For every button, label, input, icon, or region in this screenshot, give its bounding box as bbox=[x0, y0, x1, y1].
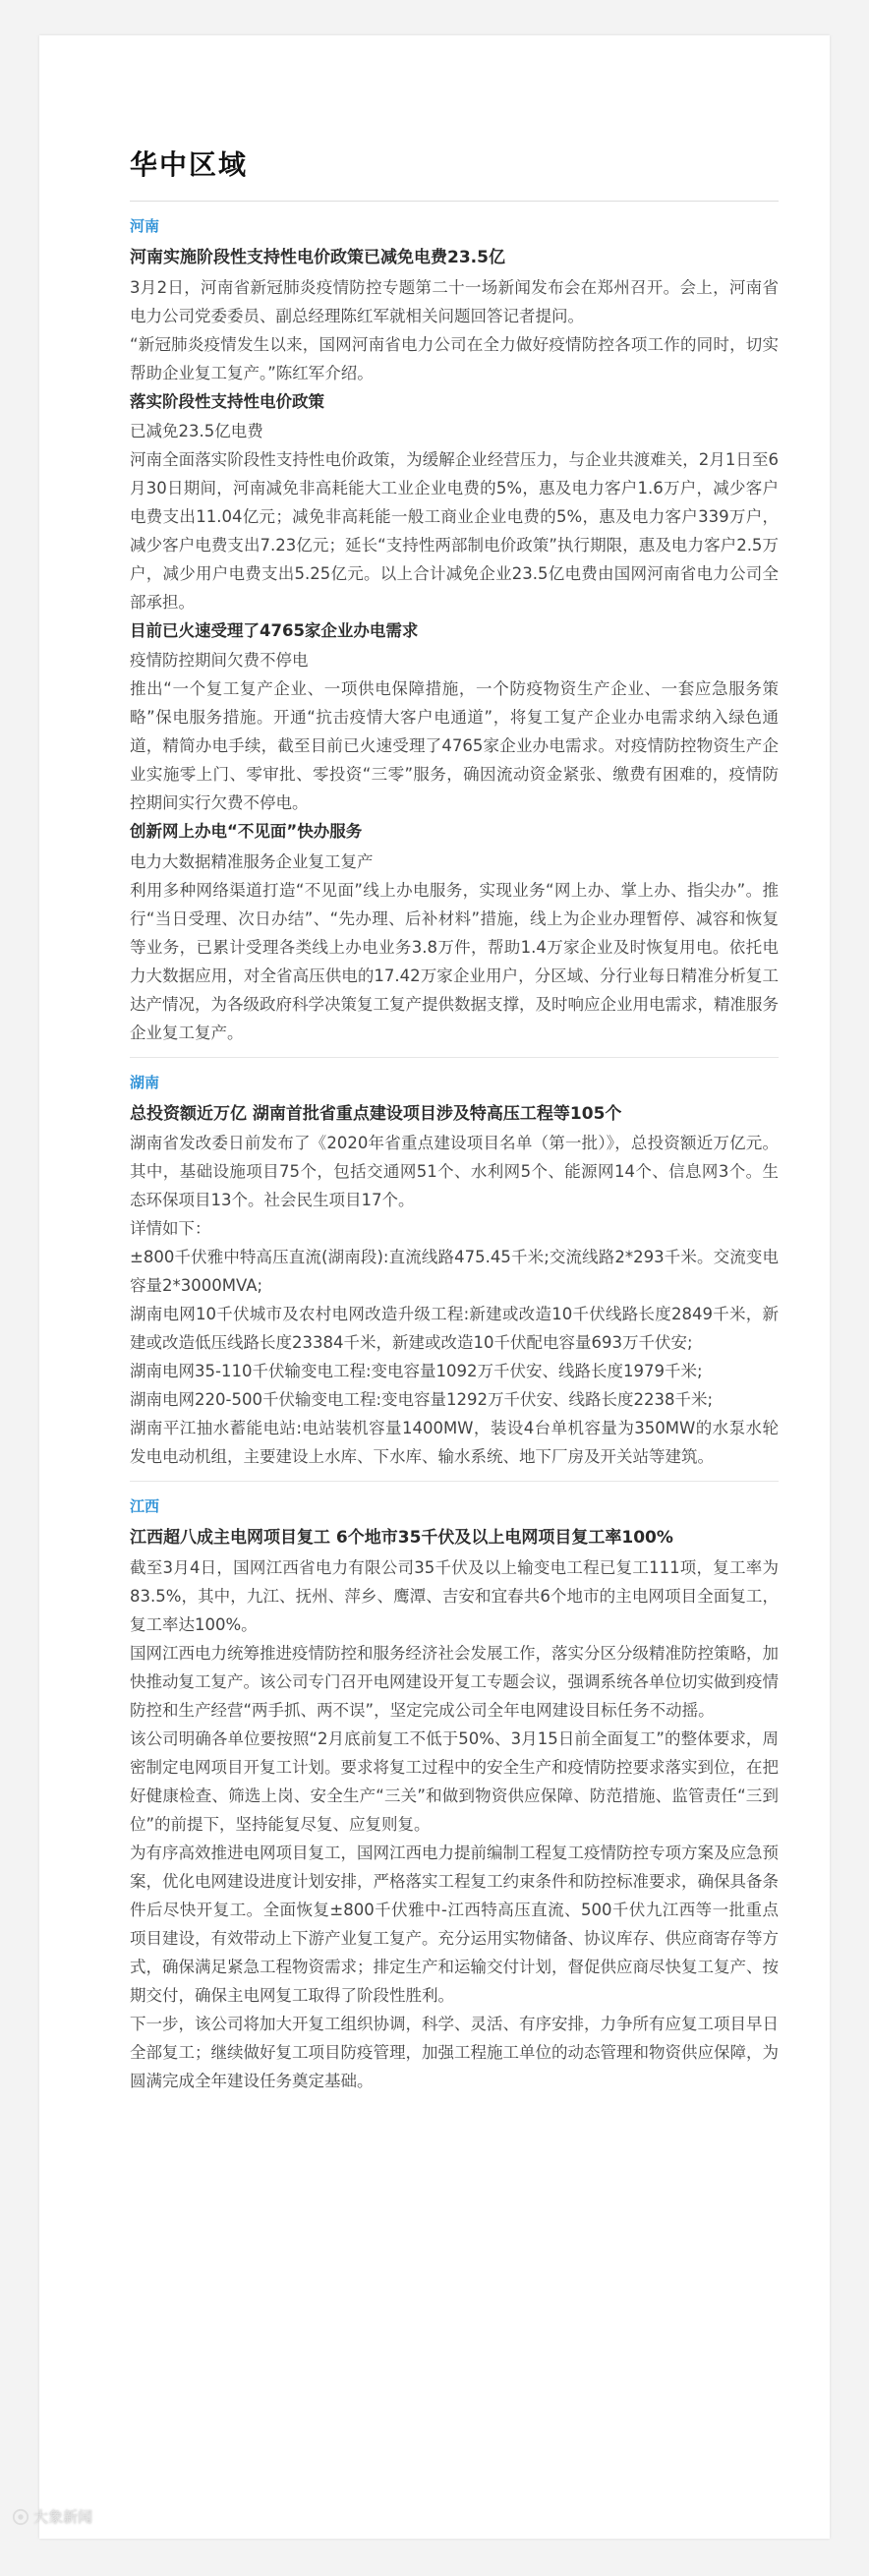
article-paragraph: 推出“一个复工复产企业、一项供电保障措施，一个防疫物资生产企业、一套应急服务策略”保电服务措施。开通“抗击疫情大客户电通道”，将复工复产企业办电需求纳入绿色通道，精简办电手续，截至目前已火速受理了4765家企业办电需求。对疫情防控物资生产企业实施零上门、零审批、零投资“三零”服务，确因流动资金紧张、缴费有困难的，疫情防控期间实行欠费不停电。 bbox=[130, 679, 779, 813]
article-card bbox=[33, 35, 830, 2539]
region-section bbox=[130, 1072, 779, 1483]
article-headline: 江西超八成主电网项目复工 6个地市35千伏及以上电网项目复工率100% bbox=[130, 1528, 673, 1549]
article-paragraph: 3月2日，河南省新冠肺炎疫情防控专题第二十一场新闻发布会在郑州召开。会上，河南省电力公司党委委员、副总经理陈红军就相关问题回答记者提问。 bbox=[130, 277, 779, 325]
article-paragraph: 疫情防控期间欠费不停电 bbox=[130, 651, 309, 671]
watermark bbox=[12, 2506, 92, 2527]
article-paragraph: 河南全面落实阶段性支持性电价政策，为缓解企业经营压力，与企业共渡难关，2月1日至6月30日期间，河南减免非高耗能大工业企业电费的5%，惠及电力客户1.6万户，减少客户电费支出11.04亿元；减免非高耗能一般工商业企业电费的5%，惠及电力客户339万户，减少客户电费支出7.23亿元；延长“支持性两部制电价政策”执行期限，惠及电力客户2.5万户，减少用户电费支出5.25亿元。以上合计减免企业23.5亿电费由国网河南省电力公司全部承担。 bbox=[130, 449, 779, 612]
article-subheading: 目前已火速受理了4765家企业办电需求 bbox=[130, 620, 419, 640]
article-paragraph: 国网江西电力统筹推进疫情防控和服务经济社会发展工作，落实分区分级精准防控策略，加快推动复工复产。该公司专门召开电网建设开复工专题会议，强调系统各单位切实做到疫情防控和生产经营“两手抓、两不误”，坚定完成公司全年电网建设目标任务不动摇。 bbox=[130, 1643, 779, 1720]
article-paragraph: 湖南平江抽水蓄能电站:电站装机容量1400MW，装设4台单机容量为350MW的水泵水轮发电电动机组，主要建设上水库、下水库、输水系统、地下厂房及开关站等建筑。 bbox=[130, 1419, 779, 1467]
region-label: 江西 bbox=[130, 1497, 160, 1516]
section-divider bbox=[130, 1057, 779, 1058]
region-section bbox=[130, 215, 779, 1058]
region-label: 河南 bbox=[130, 217, 160, 235]
region-section bbox=[130, 1495, 779, 2095]
region-label: 湖南 bbox=[130, 1073, 160, 1091]
article-paragraph: 为有序高效推进电网项目复工，国网江西电力提前编制工程复工疫情防控专项方案及应急预案，优化电网建设进度计划安排，严格落实工程复工约束条件和防控标准要求，确保具备条件后尽快开复工。全面恢复±800千伏雅中-江西特高压直流、500千伏九江西等一批重点项目建设，有效带动上下游产业复工复产。充分运用实物储备、协议库存、供应商寄存等方式，确保满足紧急工程物资需求；排定生产和运输交付计划，督促供应商尽快复工复产、按期交付，确保主电网复工取得了阶段性胜利。 bbox=[130, 1843, 779, 2005]
article-headline: 河南实施阶段性支持性电价政策已减免电费23.5亿 bbox=[130, 248, 505, 267]
watermark-text: 大象新闻 bbox=[33, 2508, 93, 2526]
article-sections bbox=[130, 215, 779, 2095]
article-paragraph: “新冠肺炎疫情发生以来，国网河南省电力公司在全力做好疫情防控各项工作的同时，切实帮助企业复工复产。”陈红军介绍。 bbox=[130, 334, 779, 382]
article-paragraph: 下一步，该公司将加大开复工组织协调，科学、灵活、有序安排，力争所有应复工项目早日全部复工；继续做好复工项目防疫管理，加强工程施工单位的动态管理和物资供应保障，为圆满完成全年建设任务奠定基础。 bbox=[130, 2014, 779, 2090]
article-subheading: 创新网上办电“不见面”快办服务 bbox=[130, 822, 363, 842]
article-paragraph: 该公司明确各单位要按照“2月底前复工不低于50%、3月15日前全面复工”的整体要求，周密制定电网项目开复工计划。要求将复工过程中的安全生产和疫情防控要求落实到位，在把好健康检查、筛选上岗、安全生产“三关”和做到物资供应保障、防范措施、监管责任“三到位”的前提下，坚持能复尽复、应复则复。 bbox=[130, 1728, 779, 1834]
article-paragraph: 湖南电网35-110千伏输变电工程:变电容量1092万千伏安、线路长度1979千米; bbox=[130, 1362, 703, 1381]
article-paragraph: 湖南电网220-500千伏输变电工程:变电容量1292万千伏安、线路长度2238千米; bbox=[130, 1390, 714, 1410]
logo-icon bbox=[12, 2508, 29, 2526]
title-divider bbox=[130, 201, 779, 202]
article-subheading: 落实阶段性支持性电价政策 bbox=[130, 391, 324, 411]
article-paragraph: 电力大数据精准服务企业复工复产 bbox=[130, 851, 374, 871]
article-paragraph: 详情如下： bbox=[130, 1219, 211, 1239]
article-paragraph: 截至3月4日，国网江西省电力有限公司35千伏及以上输变电工程已复工111项，复工率为83.5%，其中，九江、抚州、萍乡、鹰潭、吉安和宜春共6个地市的主电网项目全面复工，复工率达100%。 bbox=[130, 1557, 779, 1634]
page-title: 华中区域 bbox=[130, 148, 249, 181]
section-divider bbox=[130, 1481, 779, 1482]
article-headline: 总投资额近万亿 湖南首批省重点建设项目涉及特高压工程等105个 bbox=[130, 1103, 622, 1124]
article-paragraph: 利用多种网络渠道打造“不见面”线上办电服务，实现业务“网上办、掌上办、指尖办”。推行“当日受理、次日办结”、“先办理、后补材料”措施，线上为企业办理暂停、减容和恢复等业务，已累计受理各类线上办电业务3.8万件，帮助1.4万家企业及时恢复用电。依托电力大数据应用，对全省高压供电的17.42万家企业用户，分区域、分行业每日精准分析复工达产情况，为各级政府科学决策复工复产提供数据支撑，及时响应企业用电需求，精准服务企业复工复产。 bbox=[130, 880, 779, 1042]
article-paragraph: ±800千伏雅中特高压直流(湖南段):直流线路475.45千米;交流线路2*293千米。交流变电容量2*3000MVA; bbox=[130, 1248, 779, 1296]
article-paragraph: 湖南电网10千伏城市及农村电网改造升级工程:新建或改造10千伏线路长度2849千米，新建或改造低压线路长度23384千米，新建或改造10千伏配电容量693万千伏安; bbox=[130, 1305, 779, 1353]
article-paragraph: 湖南省发改委日前发布了《2020年省重点建设项目名单（第一批）》，总投资额近万亿元。其中，基础设施项目75个，包括交通网51个、水利网5个、能源网14个、信息网3个。生态环保项目13个。社会民生项目17个。 bbox=[130, 1134, 779, 1210]
article-paragraph: 已减免23.5亿电费 bbox=[130, 421, 263, 440]
article-content bbox=[130, 144, 779, 2095]
